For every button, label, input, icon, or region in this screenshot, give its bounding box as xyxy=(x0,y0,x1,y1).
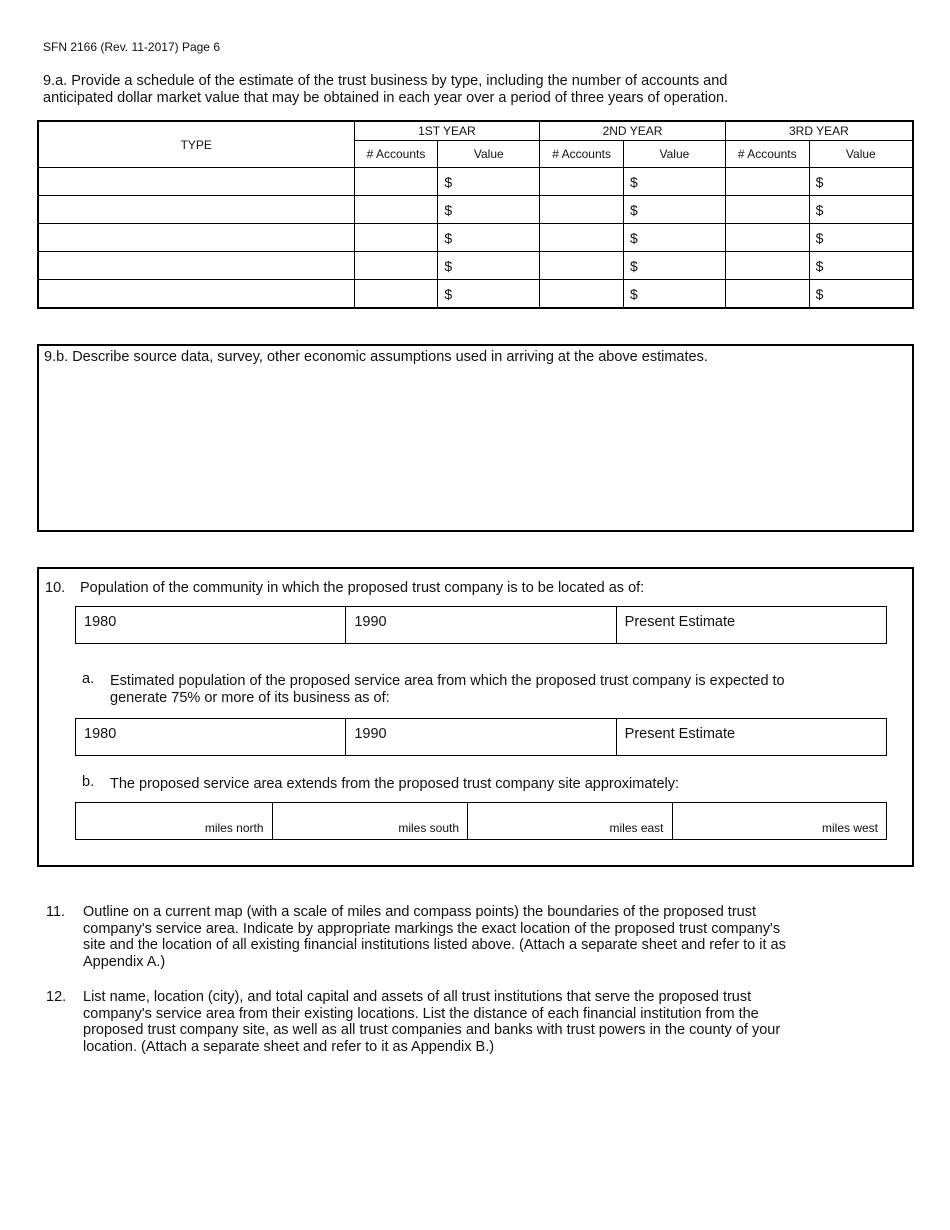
value-cell[interactable]: $ xyxy=(809,224,913,252)
value-header: Value xyxy=(624,141,726,168)
year1-header: 1ST YEAR xyxy=(354,121,540,141)
q10b-text: The proposed service area extends from the proposed trust company site approximately: xyxy=(110,776,680,792)
population-present-estimate-field[interactable]: Present Estimate xyxy=(616,607,886,643)
q10-number: 10. xyxy=(45,580,66,596)
accounts-cell[interactable] xyxy=(540,280,624,309)
accounts-header: # Accounts xyxy=(354,141,438,168)
q10-population-row xyxy=(75,606,887,644)
q10a-population-row xyxy=(75,718,887,756)
value-cell[interactable]: $ xyxy=(624,168,726,196)
miles-east-field[interactable]: miles east xyxy=(467,803,672,839)
accounts-cell[interactable] xyxy=(540,196,624,224)
schedule-row xyxy=(38,252,913,280)
value-header: Value xyxy=(809,141,913,168)
type-cell[interactable] xyxy=(38,168,354,196)
accounts-header: # Accounts xyxy=(725,141,809,168)
q10b-label: b. xyxy=(82,774,95,790)
q10-box xyxy=(37,567,914,867)
q11-line: Outline on a current map (with a scale of miles and compass points) the boundaries of the proposed trust xyxy=(83,904,756,920)
value-cell[interactable]: $ xyxy=(438,224,540,252)
schedule-row xyxy=(38,280,913,309)
schedule-row xyxy=(38,196,913,224)
accounts-cell[interactable] xyxy=(725,168,809,196)
accounts-cell[interactable] xyxy=(354,196,438,224)
accounts-cell[interactable] xyxy=(540,224,624,252)
value-cell[interactable]: $ xyxy=(438,168,540,196)
q12-number: 12. xyxy=(46,989,67,1005)
type-cell[interactable] xyxy=(38,224,354,252)
accounts-cell[interactable] xyxy=(725,252,809,280)
value-header: Value xyxy=(438,141,540,168)
type-header: TYPE xyxy=(38,121,354,168)
q9b-box[interactable] xyxy=(37,344,914,532)
year3-header: 3RD YEAR xyxy=(725,121,913,141)
accounts-cell[interactable] xyxy=(540,168,624,196)
miles-south-field[interactable]: miles south xyxy=(272,803,468,839)
q12-line: company's service area from their existing locations. List the distance of each financial institution from the xyxy=(83,1005,759,1022)
q11-number: 11. xyxy=(46,904,66,920)
schedule-row xyxy=(38,224,913,252)
q10a-text-line2: generate 75% or more of its business as of: xyxy=(110,689,390,706)
q11-line: company's service area. Indicate by appropriate markings the exact location of the proposed trust company's xyxy=(83,920,781,937)
q11-line: site and the location of all existing financial institutions listed above. (Attach a separate sheet and refer to it as xyxy=(83,937,786,953)
value-cell[interactable]: $ xyxy=(809,196,913,224)
population-1990-field[interactable]: 1990 xyxy=(345,607,615,643)
q9a-text-line1: 9.a. Provide a schedule of the estimate of the trust business by type, including the number of accounts and xyxy=(43,73,728,89)
q11-text xyxy=(83,904,786,970)
value-cell[interactable]: $ xyxy=(809,252,913,280)
type-cell[interactable] xyxy=(38,280,354,309)
accounts-cell[interactable] xyxy=(540,252,624,280)
q9b-text: 9.b. Describe source data, survey, other economic assumptions used in arriving at the above estimates. xyxy=(44,349,708,365)
q12-line: List name, location (city), and total capital and assets of all trust institutions that serve the proposed trust xyxy=(83,989,752,1005)
q10-text: Population of the community in which the proposed trust company is to be located as of: xyxy=(80,580,645,596)
value-cell[interactable]: $ xyxy=(624,224,726,252)
value-cell[interactable]: $ xyxy=(624,280,726,309)
q10a-text-line1: Estimated population of the proposed service area from which the proposed trust company is expected to xyxy=(110,673,785,689)
service-area-1990-field[interactable]: 1990 xyxy=(345,719,615,755)
schedule-row xyxy=(38,168,913,196)
accounts-cell[interactable] xyxy=(354,168,438,196)
service-area-1980-field[interactable]: 1980 xyxy=(84,726,117,742)
q9a-text xyxy=(43,73,728,106)
q10b-miles-row xyxy=(75,802,887,840)
form-header: SFN 2166 (Rev. 11-2017) Page 6 xyxy=(43,40,220,54)
q12-line: location. (Attach a separate sheet and refer to it as Appendix B.) xyxy=(83,1038,495,1055)
accounts-cell[interactable] xyxy=(354,252,438,280)
value-cell[interactable]: $ xyxy=(624,196,726,224)
value-cell[interactable]: $ xyxy=(809,280,913,309)
value-cell[interactable]: $ xyxy=(438,252,540,280)
accounts-cell[interactable] xyxy=(725,224,809,252)
accounts-cell[interactable] xyxy=(354,280,438,309)
miles-north-field[interactable]: miles north xyxy=(204,821,264,835)
year2-header: 2ND YEAR xyxy=(540,121,726,141)
q12-line: proposed trust company site, as well as all trust companies and banks with trust powers in the county of your xyxy=(83,1022,781,1038)
q11-line: Appendix A.) xyxy=(83,953,166,970)
accounts-header: # Accounts xyxy=(540,141,624,168)
accounts-cell[interactable] xyxy=(725,280,809,309)
service-area-present-estimate-field[interactable]: Present Estimate xyxy=(616,719,886,755)
accounts-cell[interactable] xyxy=(354,224,438,252)
value-cell[interactable]: $ xyxy=(809,168,913,196)
q12-text xyxy=(83,989,780,1055)
q10a-label: a. xyxy=(82,671,95,687)
value-cell[interactable]: $ xyxy=(624,252,726,280)
q10a-text xyxy=(110,673,785,706)
accounts-cell[interactable] xyxy=(725,196,809,224)
value-cell[interactable]: $ xyxy=(438,196,540,224)
type-cell[interactable] xyxy=(38,252,354,280)
population-1980-field[interactable]: 1980 xyxy=(84,614,117,630)
schedule-body xyxy=(38,168,913,309)
trust-business-schedule-table xyxy=(37,120,914,309)
value-cell[interactable]: $ xyxy=(438,280,540,309)
type-cell[interactable] xyxy=(38,196,354,224)
q9a-text-line2: anticipated dollar market value that may be obtained in each year over a period of three years of operation. xyxy=(43,89,729,106)
miles-west-field[interactable]: miles west xyxy=(672,803,886,839)
